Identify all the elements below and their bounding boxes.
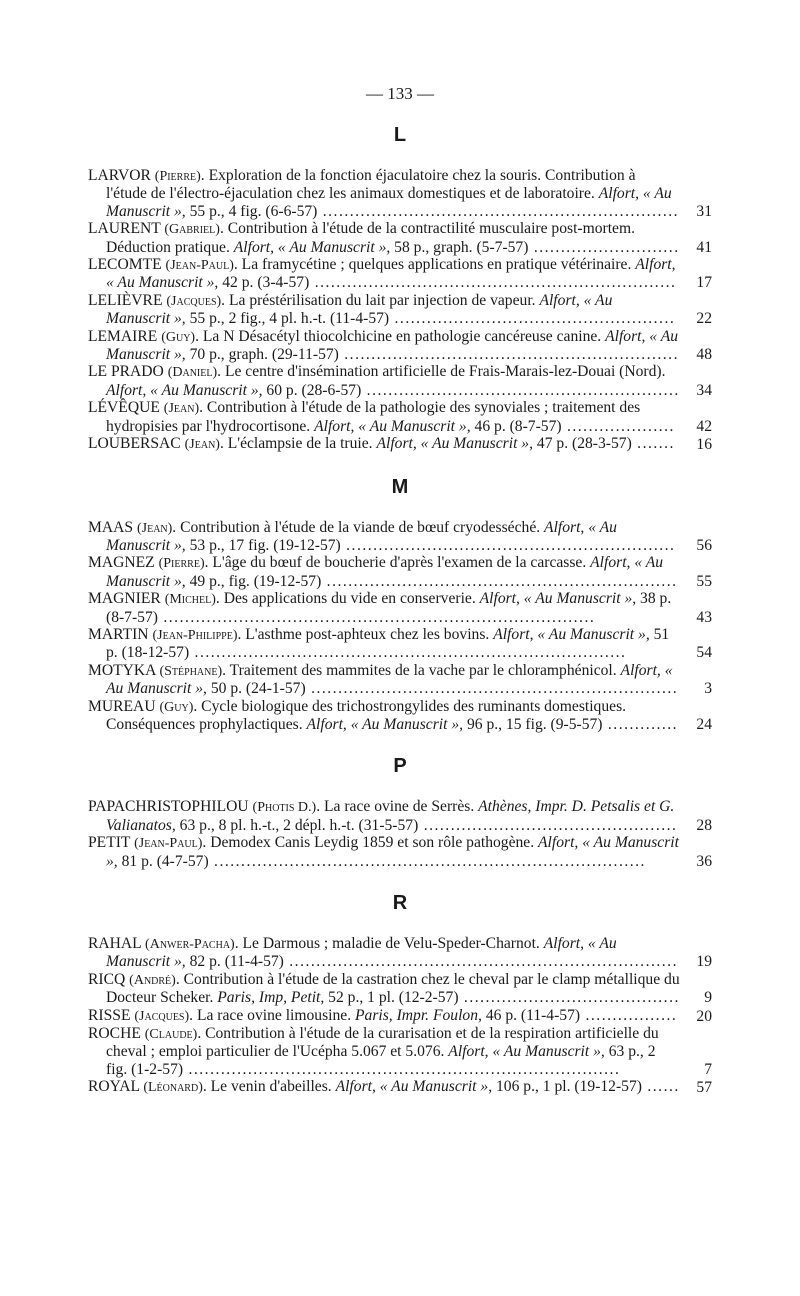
section-letter: P: [393, 755, 407, 778]
publisher: Alfort, « Au Manuscrit »,: [106, 291, 613, 328]
publication-details: 96 p., 15 fig. (9-5-57): [463, 715, 603, 733]
publisher: Alfort, « Au Manuscrit »,: [106, 327, 679, 364]
document-page: [88, 84, 712, 1119]
index-entry: [88, 256, 712, 292]
entry-text: [88, 554, 712, 590]
dot-leader: ..............................................................: [338, 346, 679, 364]
entry-text: [88, 834, 712, 870]
publisher: Alfort, « Au Manuscrit »,: [106, 554, 664, 590]
thesis-title: . Contribution à l'étude de la viande de bœuf cryodesséché.: [172, 518, 545, 536]
dot-leader: ................................................................................: [189, 644, 627, 662]
publication-details: 70 p., graph. (29-11-57): [185, 346, 339, 364]
author-surname: PAPACHRISTOPHILOU: [88, 798, 249, 816]
dot-leader: ......: [641, 1078, 680, 1096]
publisher: Alfort, « Au Manuscrit »,: [106, 185, 672, 220]
index-entry: [88, 1025, 712, 1078]
entry-text: [88, 399, 712, 435]
author-given-name: (Pierre): [154, 169, 201, 184]
entry-text: [88, 363, 712, 399]
author-given-name: (Jacques): [166, 293, 222, 309]
author-given-name: (André): [129, 972, 176, 988]
publication-details: 63 p., 2 fig. (1-2-57): [106, 1043, 656, 1078]
publication-details: 53 p., 17 fig. (19-12-57): [185, 536, 341, 554]
author-surname: ROCHE: [88, 1025, 141, 1043]
publisher: Alfort, « Au Manuscrit »,: [106, 661, 673, 698]
thesis-number: 31: [696, 202, 712, 220]
author-given-name: (Jean): [184, 437, 220, 453]
index-entry: [88, 399, 712, 435]
publication-details: 47 p. (28-3-57): [533, 435, 632, 453]
section-letter: R: [392, 892, 408, 914]
dot-leader: ........................................: [458, 989, 680, 1007]
entry-text: [88, 971, 712, 1007]
publication-details: 82 p. (11-4-57): [185, 953, 284, 971]
index-entry: [88, 626, 712, 662]
index-entry: [88, 435, 712, 453]
publication-details: 50 p. (24-1-57): [206, 680, 306, 698]
author-given-name: (Jean-Philippe): [152, 627, 238, 643]
dot-leader: ....................: [561, 417, 675, 435]
author-surname: PETIT: [88, 834, 131, 852]
thesis-title: . Contribution à l'étude de la pathologie des synoviales ; traitement des hydropisies par l'hydrocortisone.: [106, 399, 641, 435]
thesis-title: . La framycétine ; quelques applications en pratique vétérinaire.: [233, 256, 636, 274]
thesis-title: . Cycle biologique des trichostrongylides des ruminants domestiques. Conséquences prophylactiques.: [106, 697, 627, 733]
dot-leader: .............................................................: [340, 536, 676, 554]
thesis-title: . Des applications du vide en conserverie.: [215, 590, 480, 608]
dot-leader: .................................................................: [321, 572, 678, 590]
publication-details: 38 p. (8-7-57): [106, 590, 672, 626]
index-entry: [88, 1078, 712, 1096]
thesis-number: 36: [696, 852, 712, 870]
dot-leader: ...............................................: [418, 816, 678, 834]
publisher: Alfort, « Au Manuscrit »,: [233, 238, 391, 256]
thesis-number: 7: [704, 1060, 712, 1078]
author-given-name: (Jean): [136, 520, 173, 536]
thesis-number: 3: [704, 680, 712, 698]
publication-details: 49 p., fig. (19-12-57): [185, 572, 322, 590]
publisher: Paris, Impr. Foulon,: [355, 1006, 482, 1024]
entry-text: [88, 256, 712, 292]
publication-details: 58 p., graph. (5-7-57): [390, 238, 529, 256]
section-letter: M: [391, 475, 409, 498]
dot-leader: ................................................................................: [183, 1060, 621, 1078]
dot-leader: ...................................................................: [309, 274, 677, 292]
entry-text: [88, 590, 712, 626]
author-given-name: (Stéphane): [159, 663, 223, 679]
thesis-number: 9: [704, 989, 712, 1007]
publisher: Alfort, « Au Manuscrit »,: [479, 590, 637, 608]
thesis-number: 48: [696, 346, 712, 364]
thesis-number: 56: [696, 536, 712, 554]
author-given-name: (Jacques): [134, 1008, 190, 1024]
author-given-name: (Daniel): [167, 365, 218, 381]
publisher: Alfort, « Au Manuscrit »,: [106, 381, 263, 399]
entry-text: [88, 662, 712, 698]
dot-leader: ....................................................: [389, 310, 676, 328]
dot-leader: ................................................................................: [157, 608, 596, 626]
index-entry: [88, 590, 712, 626]
thesis-title: . Le Darmous ; maladie de Velu-Speder-Charnot.: [234, 935, 544, 952]
thesis-title: . L'âge du bœuf de boucherie d'après l'examen de la carcasse.: [204, 554, 591, 572]
thesis-title: . Contribution à l'étude de la curarisation et de la respiration artificielle du cheval ; emploi particulier de l'Ucépha 5.067 et 5.076.: [106, 1025, 659, 1061]
index-entry: [88, 1007, 712, 1025]
entry-text: [88, 292, 712, 328]
index-entry: [88, 328, 712, 364]
index-entry: [88, 662, 712, 698]
thesis-title: . La race ovine limousine.: [189, 1006, 355, 1024]
thesis-number: 55: [696, 572, 712, 590]
author-surname: RICQ: [88, 970, 126, 988]
thesis-number: 28: [696, 816, 712, 834]
thesis-number: 34: [696, 381, 712, 399]
thesis-index: [88, 124, 712, 1097]
thesis-number: 20: [696, 1007, 712, 1025]
author-surname: LELIÈVRE: [88, 291, 163, 309]
entry-text: [88, 798, 712, 834]
publisher: Alfort, « Au Manuscrit »,: [106, 256, 676, 292]
publisher: Alfort, « Au Manuscrit »,: [106, 518, 617, 554]
thesis-title: . L'éclampsie de la truie.: [219, 435, 377, 453]
entry-text: [88, 435, 712, 453]
index-entry: [88, 519, 712, 555]
publication-details: 46 p. (8-7-57): [470, 417, 562, 435]
author-given-name: (Guy): [159, 699, 194, 715]
index-entry: [88, 167, 712, 220]
entry-text: [88, 935, 712, 971]
index-entry: [88, 935, 712, 971]
author-surname: RAHAL: [88, 935, 142, 952]
entry-text: [88, 698, 712, 734]
publisher: Alfort, « Au Manuscrit »,: [106, 834, 679, 870]
author-surname: MUREAU: [88, 697, 156, 715]
publication-details: 106 p., 1 pl. (19-12-57): [492, 1078, 642, 1096]
section-r: [88, 892, 712, 1097]
entry-text: [88, 328, 712, 364]
author-surname: LÉVÊQUE: [88, 399, 160, 417]
thesis-title: . Le centre d'insémination artificielle de Frais-Marais-lez-Douai (Nord).: [217, 363, 666, 381]
thesis-number: 17: [696, 274, 712, 292]
publisher: Alfort, « Au Manuscrit »,: [376, 435, 534, 453]
thesis-title: . L'asthme post-aphteux chez les bovins.: [237, 625, 494, 643]
index-entry: [88, 798, 712, 834]
author-surname: LEMAIRE: [88, 327, 158, 345]
author-given-name: (Jean-Paul): [134, 836, 203, 852]
author-given-name: (Claude): [144, 1027, 198, 1043]
author-given-name: (Léonard): [143, 1080, 203, 1096]
index-entry: [88, 698, 712, 734]
index-entry: [88, 971, 712, 1007]
author-given-name: (Anwer-Pacha): [145, 937, 235, 952]
thesis-number: 41: [696, 238, 712, 256]
dot-leader: ..........................................................: [361, 381, 680, 399]
thesis-number: 22: [696, 310, 712, 328]
author-surname: MAAS: [88, 518, 134, 536]
page-number: — 133 —: [366, 84, 434, 103]
entry-text: [88, 220, 712, 256]
publication-details: 52 p., 1 pl. (12-2-57): [324, 989, 459, 1007]
author-surname: ROYAL: [88, 1078, 140, 1096]
publication-details: 63 p., 8 pl. h.-t., 2 dépl. h.-t. (31-5-57): [175, 816, 419, 834]
publication-details: 51 p. (18-12-57): [106, 625, 670, 662]
dot-leader: ..................................................................: [317, 202, 680, 220]
section-l: [88, 124, 712, 454]
entry-text: [88, 626, 712, 662]
thesis-title: . La préstérilisation du lait par injection de vapeur.: [221, 291, 540, 309]
author-surname: LECOMTE: [88, 256, 162, 274]
index-entry: [88, 220, 712, 256]
thesis-title: . Exploration de la fonction éjaculatoire chez la souris. Contribution à l'étude de l'électro-éjaculation chez les animaux domestiques et de laboratoire.: [106, 167, 636, 203]
publisher: Alfort, « Au Manuscrit »,: [106, 935, 617, 971]
dot-leader: ................................................................................: [208, 852, 646, 870]
dot-leader: .............: [602, 715, 679, 733]
author-given-name: (Jean): [163, 401, 200, 417]
thesis-title: . Contribution à l'étude de la contractilité musculaire post-mortem. Déduction pratique.: [106, 220, 635, 256]
publication-details: 81 p. (4-7-57): [117, 852, 209, 870]
publisher: Alfort, « Au Manuscrit »,: [448, 1043, 605, 1061]
author-surname: LAURENT: [88, 220, 161, 238]
publication-details: 55 p., 4 fig. (6-6-57): [185, 202, 318, 220]
publisher: Alfort, « Au Manuscrit »,: [493, 625, 650, 643]
entry-text: [88, 519, 712, 555]
dot-leader: .......: [631, 435, 675, 453]
entry-text: [88, 1007, 712, 1025]
dot-leader: ...........................: [528, 238, 680, 256]
thesis-title: . Le venin d'abeilles.: [202, 1078, 336, 1096]
publisher: Alfort, « Au Manuscrit »,: [306, 715, 464, 733]
entry-text: [88, 1025, 712, 1078]
thesis-title: . La race ovine de Serrès.: [316, 798, 479, 816]
publication-details: 42 p. (3-4-57): [218, 274, 310, 292]
author-surname: LARVOR: [88, 167, 151, 184]
publication-details: 46 p. (11-4-57): [481, 1006, 581, 1024]
section-letter: L: [393, 124, 407, 146]
thesis-title: . Demodex Canis Leydig 1859 et son rôle pathogène.: [202, 834, 539, 852]
dot-leader: ....................................................................: [305, 680, 679, 698]
author-surname: LE PRADO: [88, 363, 164, 381]
entry-text: [88, 1078, 712, 1096]
thesis-number: 16: [696, 436, 712, 454]
author-given-name: (Guy): [161, 329, 196, 345]
publisher: Alfort, « Au Manuscrit »,: [314, 417, 471, 435]
author-surname: MARTIN: [88, 625, 149, 643]
thesis-number: 43: [696, 608, 712, 626]
index-entry: [88, 363, 712, 399]
author-given-name: (Photis D.): [252, 800, 317, 816]
author-surname: MOTYKA: [88, 661, 156, 679]
publisher: Paris, Imp, Petit,: [217, 989, 325, 1007]
dot-leader: ........................................................................: [283, 953, 678, 971]
thesis-title: . La N Désacétyl thiocolchicine en pathologie cancéreuse canine.: [195, 327, 606, 345]
thesis-number: 57: [696, 1079, 712, 1097]
section-m: [88, 476, 712, 734]
thesis-number: 42: [696, 417, 712, 435]
author-surname: LOUBERSAC: [88, 435, 181, 453]
section-p: [88, 755, 712, 870]
thesis-number: 54: [696, 644, 712, 662]
author-given-name: (Jean-Paul): [165, 258, 234, 274]
author-surname: RISSE: [88, 1006, 131, 1024]
publication-details: 60 p. (28-6-57): [262, 381, 362, 399]
author-surname: MAGNEZ: [88, 554, 155, 572]
entry-text: [88, 167, 712, 220]
index-entry: [88, 834, 712, 870]
author-given-name: (Gabriel): [164, 222, 220, 238]
thesis-number: 19: [696, 953, 712, 971]
publication-details: 55 p., 2 fig., 4 pl. h.-t. (11-4-57): [185, 310, 390, 328]
dot-leader: .................: [580, 1006, 678, 1024]
author-surname: MAGNIER: [88, 590, 161, 608]
publisher: Athènes, Impr. D. Petsalis et G. Valianatos,: [106, 798, 675, 834]
index-entry: [88, 292, 712, 328]
publisher: Alfort, « Au Manuscrit »,: [335, 1078, 493, 1096]
author-given-name: (Michel): [164, 592, 216, 608]
author-given-name: (Pierre): [158, 556, 205, 572]
thesis-title: . Traitement des mammites de la vache par le chloramphénicol.: [222, 661, 621, 679]
thesis-number: 24: [696, 715, 712, 733]
index-entry: [88, 554, 712, 590]
thesis-title: . Contribution à l'étude de la castration chez le cheval par le clamp métallique du Docteur Scheker.: [106, 970, 680, 1007]
